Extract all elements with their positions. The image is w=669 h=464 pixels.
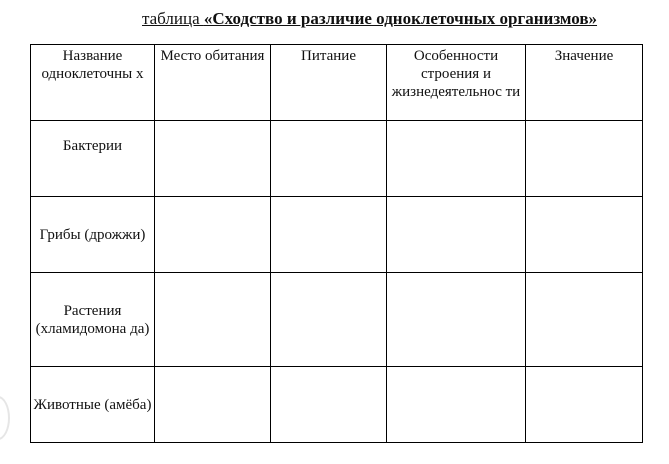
empty-cell[interactable] (271, 121, 387, 197)
row-label-fungi: Грибы (дрожжи) (31, 197, 155, 273)
edge-circle-decoration (0, 396, 10, 440)
header-row (31, 45, 643, 121)
empty-cell[interactable] (387, 367, 526, 443)
empty-cell[interactable] (526, 273, 643, 367)
table-row (31, 273, 643, 367)
row-label-animals: Животные (амёба) (31, 367, 155, 443)
header-habitat: Место обитания (155, 45, 271, 121)
header-features: Особенности строения и жизнедеятельнос ти (387, 45, 526, 121)
empty-cell[interactable] (526, 367, 643, 443)
caption-title: «Сходство и различие одноклеточных организмов» (203, 9, 598, 28)
row-label-bacteria: Бактерии (31, 121, 155, 197)
header-nutrition: Питание (271, 45, 387, 121)
empty-cell[interactable] (387, 197, 526, 273)
header-name: Название одноклеточны х (31, 45, 155, 121)
header-significance: Значение (526, 45, 643, 121)
caption-prefix: таблица (142, 9, 204, 28)
empty-cell[interactable] (155, 197, 271, 273)
row-label-plants: Растения (хламидомона да) (31, 273, 155, 367)
empty-cell[interactable] (271, 273, 387, 367)
table-row (31, 197, 643, 273)
empty-cell[interactable] (526, 197, 643, 273)
empty-cell[interactable] (155, 273, 271, 367)
empty-cell[interactable] (387, 121, 526, 197)
empty-cell[interactable] (155, 367, 271, 443)
empty-cell[interactable] (155, 121, 271, 197)
comparison-table (30, 44, 643, 443)
table-row (31, 367, 643, 443)
empty-cell[interactable] (271, 367, 387, 443)
table-caption (142, 8, 597, 30)
empty-cell[interactable] (387, 273, 526, 367)
table-row (31, 121, 643, 197)
empty-cell[interactable] (271, 197, 387, 273)
empty-cell[interactable] (526, 121, 643, 197)
